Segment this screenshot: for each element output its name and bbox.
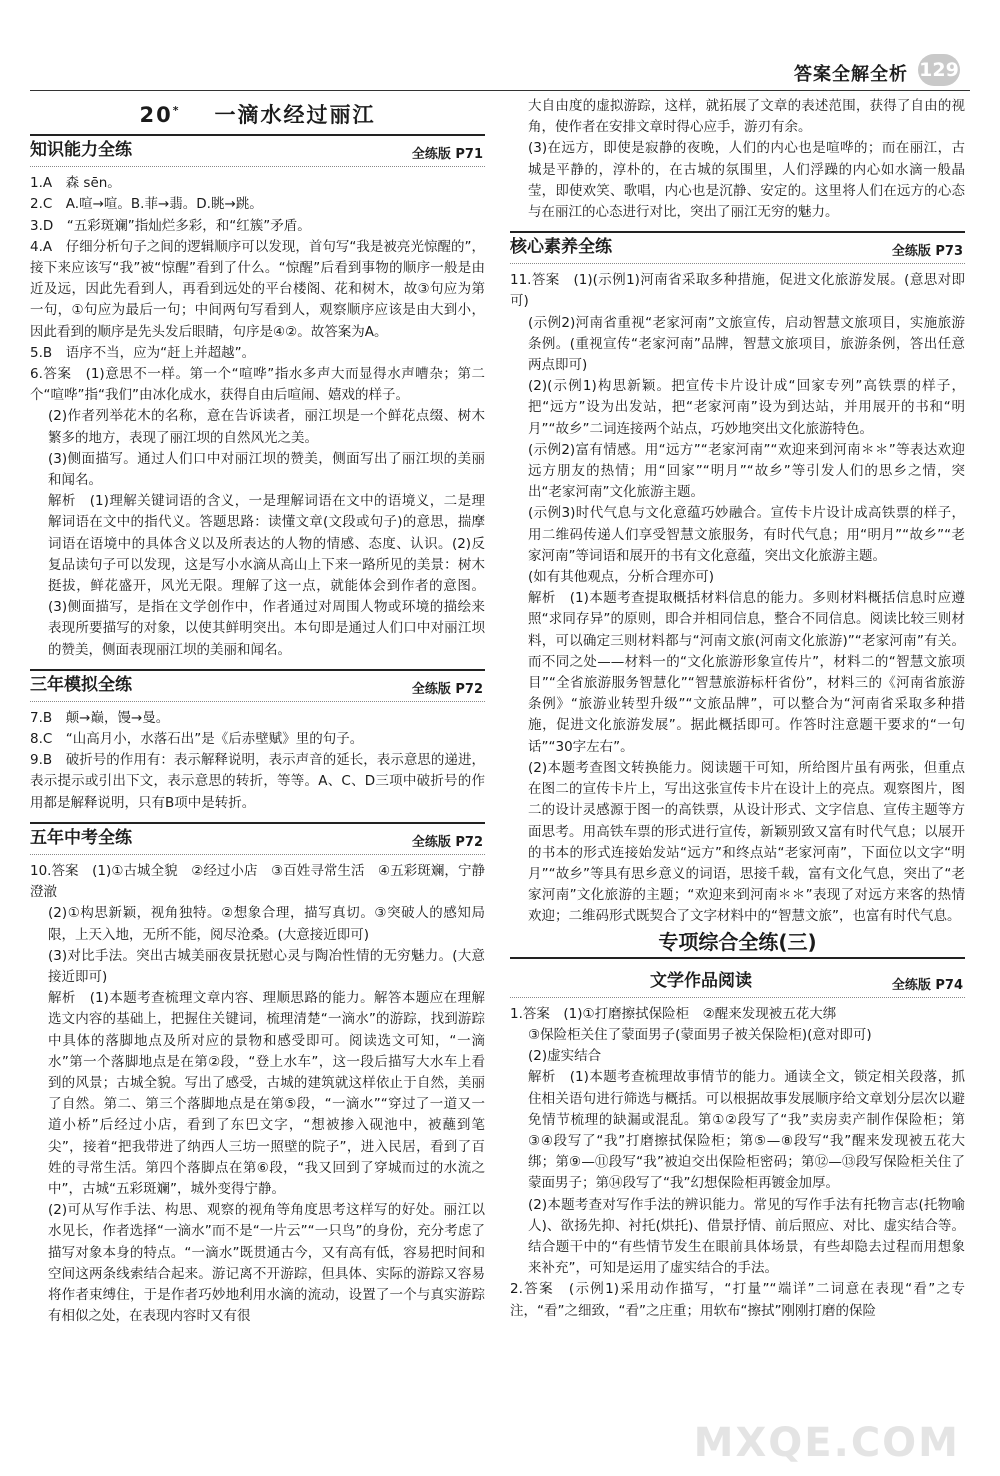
section-name: 知识能力全练 xyxy=(30,140,132,161)
section-page-ref: 全练版 P71 xyxy=(411,147,483,163)
answer-item: (2)①构思新颖，视角独特。②想象合理，描写真切。③突破人的感知局限，上天入地，无所不能，阅尽沧桑。(大意接近即可) xyxy=(48,905,485,943)
header-title: 答案全解全析 xyxy=(794,64,908,85)
section-name: 五年中考全练 xyxy=(30,827,132,848)
lesson-name: 一滴水经过丽江 xyxy=(214,103,376,127)
section-header-knowledge xyxy=(30,134,485,167)
answer-item: (2)(示例1)构思新颖。把宣传卡片设计成“回家专列”高铁票的样子，把“远方”设为出发站，把“老家河南”设为到达站，并用展开的书和“明月”“故乡”二词连接两个站点，巧妙地突出文化旅游特色。 xyxy=(528,378,965,437)
answer-item: 7.B 颠→巅，馒→曼。 xyxy=(30,709,170,726)
analysis-paragraph: (2)可从写作手法、构思、观察的视角等角度思考这样写的好处。丽江以水见长，作者选择“一滴水”而不是“一片云”“一只鸟”的身份，充分考虑了描写对象本身的特点。“一滴水”既贯通古今，又有高有低，容易把时间和空间这两条线索结合起来。游记离不开游踪，但具体、实际的游踪又容易将作者束缚住，于是作者巧妙地利用水滴的流动，设置了一个与真实游踪有相似之处，在表现内容时又有很 xyxy=(48,1202,485,1325)
answer-item: 9.B 破折号的作用有：表示解释说明，表示声音的延长，表示意思的递进，表示提示或引出下文，表示意思的转折，等等。A、C、D三项中破折号的作用都是解释说明，只有B项中是转折。 xyxy=(30,752,485,811)
right-column xyxy=(510,96,965,1466)
section-page-ref: 全练版 P72 xyxy=(411,834,483,850)
answer-item: 1.A 森 sēn。 xyxy=(30,175,121,192)
section-name: 文学作品阅读 xyxy=(650,970,752,991)
answer-item: 4.A 仔细分析句子之间的逻辑顺序可以发现，首句写“我是被亮光惊醒的”，接下来应该写“我”被“惊醒”看到了什么。“惊醒”后看到事物的顺序一般是由近及远，因此先看到人，再看到远处的平台楼阁、花和树木，故③句应为第一句，①句应为最后一句；中间两句写看到人，观察顺序应该是由大到小，因此看到的顺序是先头发后眼睛，句序是④②。故答案为A。 xyxy=(30,238,485,340)
lesson-title xyxy=(30,100,485,126)
answer-item: (2)作者列举花木的名称，意在告诉读者，丽江坝是一个鲜花点缀、树木繁多的地方，表现了丽江坝的自然风光之美。 xyxy=(48,408,485,446)
section-page-ref: 全练版 P73 xyxy=(891,244,963,260)
answer-item: 1.答案 (1)①打磨擦拭保险柜 ②醒来发现被五花大绑 xyxy=(510,1005,837,1022)
analysis-paragraph: (2)本题考查对写作手法的辨识能力。常见的写作手法有托物言志(托物喻人)、欲扬先抑、衬托(烘托)、借景抒情、前后照应、对比、虚实结合等。结合题干中的“有些情节发生在眼前具体场景，有些却隐去过程而用想象来补充”，可知是运用了虚实结合的手法。 xyxy=(528,1196,965,1277)
page-number-badge: 129 xyxy=(918,54,960,86)
answer-item: 2.C A.喧→喧。B.菲→翡。D.眺→跳。 xyxy=(30,196,263,213)
answer-item: 3.D “五彩斑斓”指灿烂多彩，和“红簇”矛盾。 xyxy=(30,217,311,234)
left-column xyxy=(30,96,485,1466)
section-name: 三年模拟全练 xyxy=(30,674,132,695)
answer-item: (如有其他观点，分析合理亦可) xyxy=(528,569,715,586)
analysis-paragraph: 解析 (1)理解关键词语的含义，一是理解词语在文中的语境义，二是理解词语在文中的指代义。答题思路：读懂文章(文段或句子)的意思，揣摩词语在语境中的具体含义以及所表达的人物的情感、态度、认识。(2)反复品读句子可以发现，这是写小水滴从高山上下来一路所见的美景：树木挺拔，鲜花盛开，风光无限。理解了这一点，就能体会到作者的意图。(3)侧面描写，是指在文学创作中，作者通过对周围人物或环境的描绘来表现所要描写的对象，以使其鲜明突出。本句即是通过人们口中对丽江坝的赞美，侧面表现丽江坝的美丽和闻名。 xyxy=(48,493,485,658)
header-rule xyxy=(30,90,970,91)
answer-item: 6.答案 (1)意思不一样。第一个“喧哗”指水多声大而显得水声嘈杂；第二个“喧哗”指“我们”由冰化成水，获得自由后喧闹、嬉戏的样子。 xyxy=(30,366,485,404)
section-page-ref: 全练版 P72 xyxy=(411,681,483,697)
answer-item: (3)侧面描写。通过人们口中对丽江坝的赞美，侧面写出了丽江坝的美丽和闻名。 xyxy=(48,450,485,489)
answer-item: (2)虚实结合 xyxy=(528,1048,602,1065)
section-header-literature xyxy=(510,967,965,998)
lesson-mark: * xyxy=(172,104,181,117)
section-header-core xyxy=(510,231,965,264)
section-header-five-year xyxy=(30,822,485,855)
analysis-paragraph: 解析 (1)本题考查提取概括材料信息的能力。多则材料概括信息时应遵照“求同存异”的原则，即合并相同信息，整合不同信息。阅读比较三则材料，可以确定三则材料都与“河南文旅(河南文化旅游)”“老家河南”有关。而不同之处——材料一的“文化旅游形象宣传片”，材料二的“智慧文旅项目”“全省旅游服务智慧化”“智慧旅游标杆省份”，材料三的《河南省旅游条例》“旅游业转型升级”“文旅品牌”，可以整合为“河南省采取多种措施，促进文化旅游发展”。据此概括即可。作答时注意题干要求的“一句话”“30字左右”。 xyxy=(528,590,965,755)
section-name: 核心素养全练 xyxy=(510,237,612,258)
section-page-ref: 全练版 P74 xyxy=(891,977,963,993)
answer-item: (示例2)河南省重视“老家河南”文旅宣传，启动智慧文旅项目，实施旅游条例。(重视宣传“老家河南”品牌，智慧文旅项目，旅游条例，答出任意两点即可) xyxy=(528,314,965,374)
answer-item: 11.答案 (1)(示例1)河南省采取多种措施，促进文化旅游发展。(意思对即可) xyxy=(510,272,965,310)
section-header-three-year xyxy=(30,669,485,702)
answer-item: 8.C “山高月小，水落石出”是《后赤壁赋》里的句子。 xyxy=(30,731,364,748)
answer-item: 10.答案 (1)①古城全貌 ②经过小店 ③百姓寻常生活 ④五彩斑斓，宁静澄澈 xyxy=(30,862,485,901)
lesson-number: 20 xyxy=(139,103,173,127)
answer-item: (3)对比手法。突出古城美丽夜景抚慰心灵与陶冶性情的无穷魅力。(大意接近即可) xyxy=(48,947,485,985)
answer-item: (示例3)时代气息与文化意蕴巧妙融合。宣传卡片设计成高铁票的样子，用二维码传递人们享受智慧文旅服务，有时代气息；用“明月”“故乡”“老家河南”等词语和展开的书有文化意蕴，突出文化旅游主题。 xyxy=(528,505,965,564)
answer-item: ③保险柜关住了蒙面男子(蒙面男子被关保险柜)(意对即可) xyxy=(528,1026,872,1043)
answer-item: (示例2)富有情感。用“远方”“老家河南”“欢迎来到河南＊＊”等表达欢迎远方朋友的热情；用“回家”“明月”“故乡”等引发人们的思乡之情，突出“老家河南”文化旅游主题。 xyxy=(528,441,965,501)
answer-item: 2.答案 (示例1)采用动作描写，“打量”“端详”二词意在表现“看”之专注，“看”之细致，“看”之庄重；用软布“擦拭”刚刚打磨的保险 xyxy=(510,1281,965,1319)
page-header xyxy=(795,52,960,92)
watermark-logo: MXQE.COM xyxy=(693,1420,960,1466)
continued-paragraph: 大自由度的虚拟游踪，这样，就拓展了文章的表述范围，获得了自由的视角，使作者在安排文章时得心应手，游刃有余。 xyxy=(528,98,965,136)
continued-paragraph: (3)在远方，即使是寂静的夜晚，人们的内心也是喧哗的；而在丽江，古城是平静的，淳朴的，在古城的氛围里，人们浮躁的内心如水滴一般晶莹，即使欢笑、歌唱，内心也是沉静、安定的。这里将人们在远方的心态与在丽江的心态进行对比，突出了丽江无穷的魅力。 xyxy=(528,140,965,221)
analysis-paragraph: (2)本题考查图文转换能力。阅读题干可知，所给图片虽有两张，但重点在图二的宣传卡片上，写出这张宣传卡片在设计上的亮点。观察图片，图二的设计灵感源于图一的高铁票，从设计形式、文字信息、宣传主题等方面思考。用高铁车票的形式进行宣传，新颖别致又富有时代气息；以展开的书本的形式连接始发站“远方”和终点站“老家河南”，下面位以文字“明月”“故乡”等具有思乡意义的词语，思接千载，富有文化气息，突出了“老家河南”文化旅游的主题；“欢迎来到河南＊＊”表现了对远方来客的热情欢迎；二维码形式既契合了文字材料中的“智慧文旅”，也富有时代气息。 xyxy=(528,759,965,925)
analysis-paragraph: 解析 (1)本题考查梳理文章内容、理顺思路的能力。解答本题应在理解选文内容的基础上，把握住关键词，梳理清楚“一滴水”的游踪，找到游踪中具体的落脚地点及所对应的景物和感受即可。阅读选文可知，“一滴水”第一个落脚地点是在第②段，“登上水车”，这一段后描写大水车上看到的风景；古城全貌。写出了感受，古城的建筑就这样依止于自然，美丽了自然。第二、第三个落脚地点是在第⑤段，“一滴水”“穿过了一道又一道小桥”后经过小店，看到了东巴文字，“想被掺入砚池中，被蘸到笔尖”，接着“把我带进了纳西人三坊一照壁的院子”，进入民居，看到了百姓的寻常生活。第四个落脚点在第⑥段，“我又回到了穿城而过的水流之中”，古城“五彩斑斓”，城外变得宁静。 xyxy=(48,990,485,1197)
analysis-paragraph: 解析 (1)本题考查梳理故事情节的能力。通读全文，锁定相关段落，抓住相关语句进行筛选与概括。可以根据故事发展顺序给文章划分层次以避免情节梳理的缺漏或混乱。第①②段写了“我”卖房卖产制作保险柜；第③④段写了“我”打磨擦拭保险柜；第⑤—⑧段写“我”醒来发现被五花大绑；第⑨—⑪段写“我”被迫交出保险柜密码；第⑫—⑬段写保险柜关住了蒙面男子；第⑭段写了“我”幻想保险柜再镀金加厚。 xyxy=(528,1069,965,1192)
answer-item: 5.B 语序不当，应为“赶上并超越”。 xyxy=(30,344,256,361)
chapter-title: 专项综合全练(三) xyxy=(510,932,965,959)
